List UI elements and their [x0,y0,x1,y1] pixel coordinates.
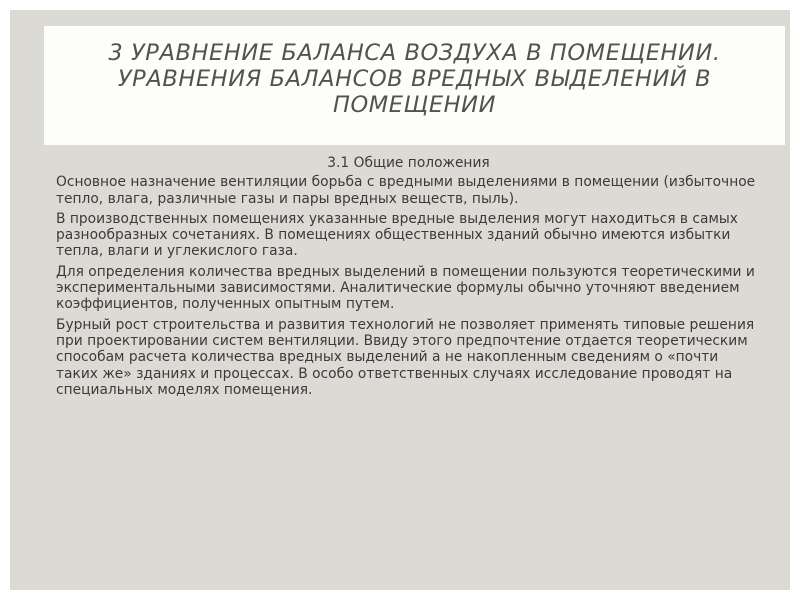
paragraph-growth: Бурный рост строительства и развития технологий не позволяет применять типовые решения при проектировании систем вентиляции. Ввиду этого предпочтение отдается теоретическим способам расчета количества вредных выделений а не накопленным сведениям о «почти таких же» зданиях и процессах. В особо ответственных случаях исследование проводят на специальных моделях помещения. [56,316,755,398]
title-box [44,26,785,145]
slide-content [56,155,761,402]
paragraph-industrial: В производственных помещениях указанные вредные выделения могут находиться в самых разнообразных сочетаниях. В помещениях общественных зданий обычно имеются избытки тепла, влаги и углекислого газа. [56,210,738,260]
slide [10,10,790,590]
paragraph-purpose: Основное назначение вентиляции борьба с вредными выделениями в помещении (избыточное тепло, влага, различные газы и пары вредных веществ, пыль). [56,174,756,207]
paragraph-methods: Для определения количества вредных выделений в помещении пользуются теоретическими и экспериментальными зависимостями. Аналитические формулы обычно уточняют введением коэффициентов, полученных опытным путем. [56,263,755,313]
slide-title: 3 УРАВНЕНИЕ БАЛАНСА ВОЗДУХА В ПОМЕЩЕНИИ. УРАВНЕНИЯ БАЛАНСОВ ВРЕДНЫХ ВЫДЕЛЕНИЙ В ПОМЕЩЕНИИ [108,40,721,118]
section-subheading: 3.1 Общие положения [327,155,490,171]
